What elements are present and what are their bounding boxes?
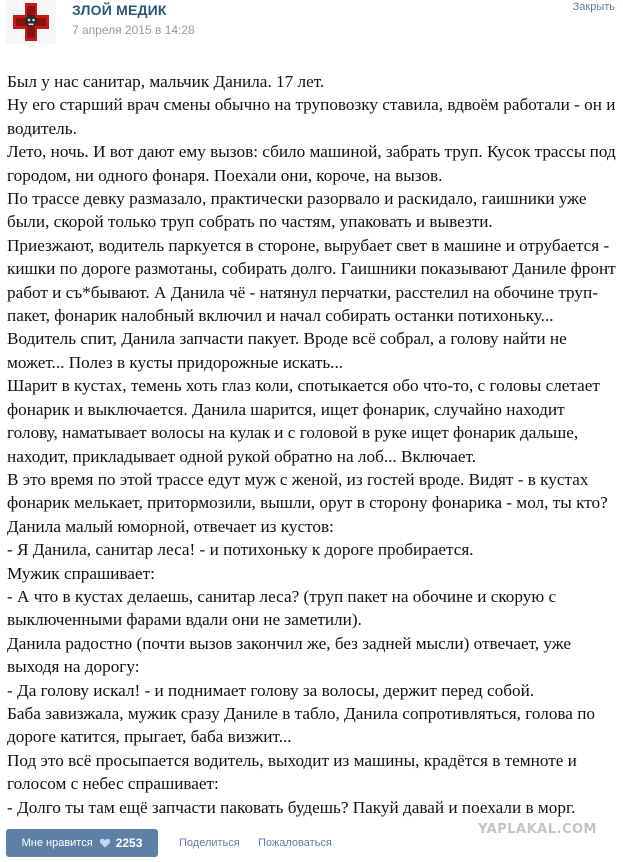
post-paragraph: Лето, ночь. И вот дают ему вызов: сбило машиной, забрать труп. Кусок трассы под городом, ни одного фонаря. Поехали они, короче, на вызов. bbox=[7, 142, 616, 185]
post-paragraph: Шарит в кустах, темень хоть глаз коли, спотыкается обо что-то, с головы слетает фонарик и выключается. Данила шарится, ищет фонарик, случайно находит голову, наматывает волосы на кулак и с головой в руке ищет фонарик дальше, находит, прикладывает одной рукой обратно на лоб... Включает. bbox=[7, 376, 600, 466]
post-paragraph: Под это всё просыпается водитель, выходит из машины, крадётся в темноте и голосом с небес спрашивает: bbox=[7, 750, 577, 794]
post-paragraph: Ну его старший врач смены обычно на труповозку ставила, вдвоём работали - он и водитель. bbox=[7, 95, 616, 138]
post-paragraph: В это время по этой трассе едут муж с женой, из гостей вроде. Видят - в кустах фонарик мелькает, притормозили, вышли, орут в сторону фонарика - мол, ты кто? bbox=[7, 469, 608, 513]
post-date[interactable]: 7 апреля 2015 в 14:28 bbox=[72, 23, 195, 37]
report-link[interactable]: Пожаловаться bbox=[258, 837, 332, 849]
watermark: YAPLAKAL.COM bbox=[478, 822, 597, 837]
post-paragraph: Мужик спрашивает: bbox=[7, 563, 155, 583]
like-button[interactable] bbox=[6, 829, 158, 857]
group-name[interactable]: ЗЛОЙ МЕДИК bbox=[72, 2, 167, 18]
post-paragraph: Приезжают, водитель паркуется в стороне, вырубает свет в машине и отрубается - кишки по дороге размотаны, собирать долго. Гаишники показывают Даниле фронт работ и съ*бывают. А Данила чё - натянул перчатки, расстелил на обочине труп-пакет, фонарик налобный включил и начал собирать останки потихоньку... bbox=[7, 235, 616, 326]
share-link[interactable]: Поделиться bbox=[179, 837, 240, 849]
heart-icon bbox=[99, 837, 111, 849]
post-paragraph: - Да голову искал! - и поднимает голову за волосы, держит перед собой. bbox=[7, 680, 535, 700]
post-paragraph: Был у нас санитар, мальчик Данила. 17 лет. bbox=[7, 72, 325, 91]
like-count: 2253 bbox=[115, 836, 143, 850]
like-label: Мне нравится bbox=[21, 837, 93, 849]
post-text bbox=[7, 70, 619, 819]
post-paragraph: По трассе девку размазало, практически разорвало и раскидало, гаишники уже были, скорой только труп собрать по частям, упаковать и вывезти. bbox=[7, 189, 587, 232]
post-paragraph: Баба завизжала, мужик сразу Даниле в табло, Данила сопротивляться, голова по дороге катится, прыгает, баба визжит... bbox=[7, 703, 596, 747]
post-footer bbox=[0, 822, 623, 862]
post-paragraph: - Долго ты там ещё запчасти паковать будешь? Пакуй давай и поехали в морг. bbox=[7, 797, 576, 817]
close-link[interactable]: Закрыть bbox=[572, 1, 615, 13]
post-header bbox=[0, 0, 623, 60]
post-paragraph: - А что в кустах делаешь, санитар леса? (труп пакет на обочине и скорую с выключенными фарами вдали они не заметили). bbox=[7, 586, 557, 630]
post-paragraph: - Я Данила, санитар леса! - и потихоньку к дороге пробирается. bbox=[7, 540, 474, 560]
post-paragraph: Водитель спит, Данила запчасти пакует. Вроде всё собрал, а голову найти не может... Полез в кусты придорожные искать... bbox=[7, 329, 567, 372]
group-avatar[interactable] bbox=[6, 0, 56, 44]
post-paragraph: Данила малый юморной, отвечает из кустов: bbox=[7, 516, 334, 536]
post-paragraph: Данила радостно (почти вызов закончил же, без задней мысли) отвечает, уже выходя на дорогу: bbox=[7, 633, 572, 677]
medical-cross-logo-icon bbox=[6, 0, 56, 44]
